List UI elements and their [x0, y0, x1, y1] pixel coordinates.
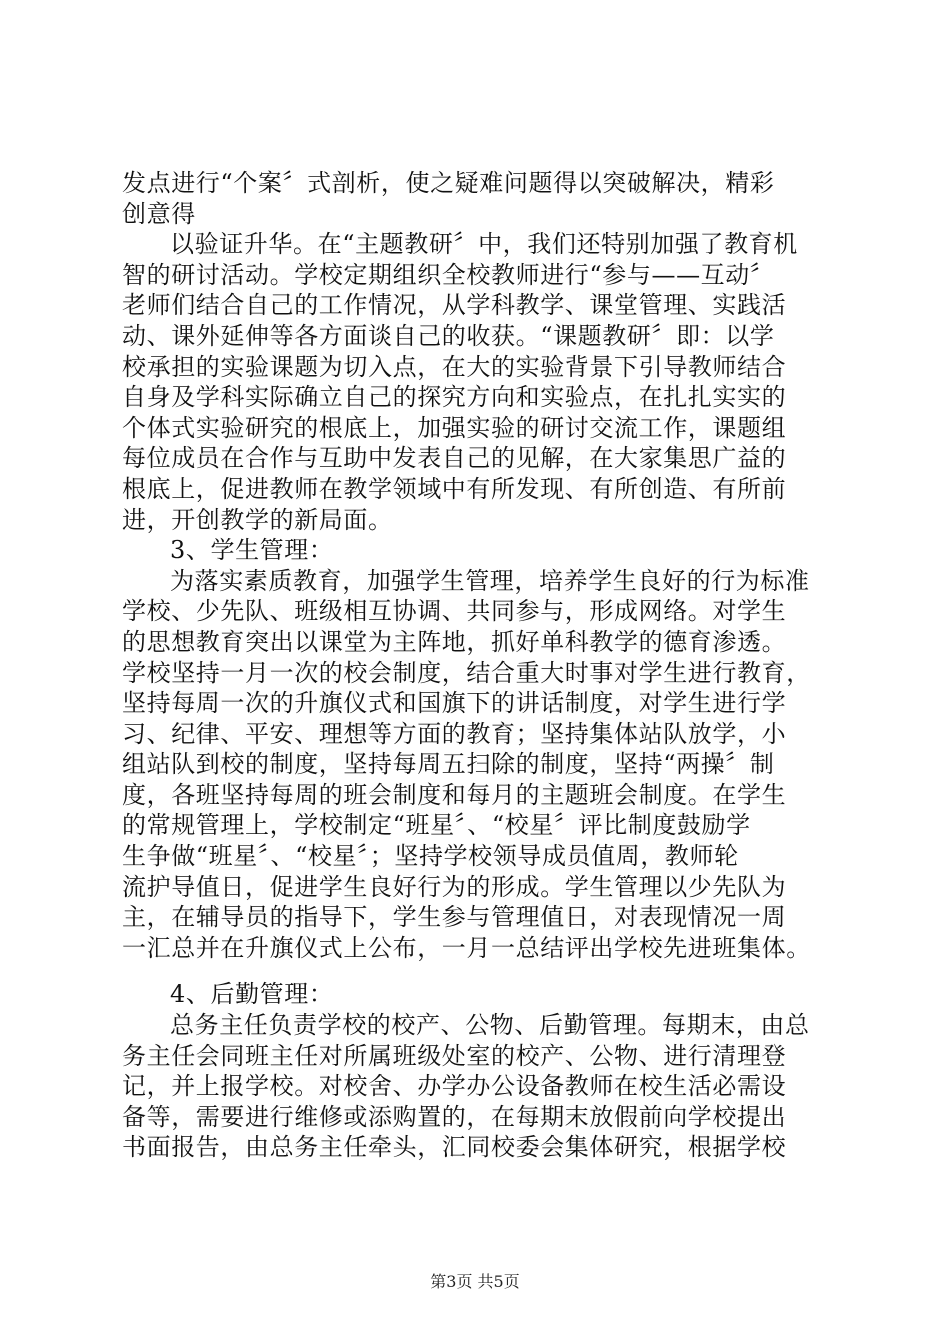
- section-heading: 4、后勤管理：: [170, 980, 334, 1009]
- paragraph-gap: [122, 963, 840, 979]
- text-line: 每位成员在合作与互助中发表自己的见解，在大家集思广益的: [122, 444, 787, 473]
- text-line: 根底上，促进教师在教学领域中有所发现、有所创造、有所前: [122, 474, 787, 503]
- text-line: 老师们结合自己的工作情况，从学科教学、课堂管理、实践活: [122, 291, 787, 320]
- text-line: 以验证升华。在“主题教研〞中，我们还特别加强了教育机: [170, 230, 798, 259]
- text-line: 学校、少先队、班级相互协调、共同参与，形成网络。对学生: [122, 597, 787, 626]
- text-line: 一汇总并在升旗仪式上公布，一月一总结评出学校先进班集体。: [122, 933, 811, 962]
- text-line: 进，开创教学的新局面。: [122, 505, 393, 534]
- text-line: 学校坚持一月一次的校会制度，结合重大时事对学生进行教育，: [122, 658, 811, 687]
- text-line: 记，并上报学校。对校舍、办学办公设备教师在校生活必需设: [122, 1072, 787, 1101]
- text-line: 个体式实验研究的根底上，加强实验的研讨交流工作，课题组: [122, 413, 787, 442]
- text-line: 总务主任负责学校的校产、公物、后勤管理。每期末，由总: [170, 1011, 810, 1040]
- text-line: 备等，需要进行维修或添购置的，在每期末放假前向学校提出: [122, 1102, 787, 1131]
- page-number-footer: 第3页 共5页: [430, 1272, 520, 1291]
- text-line: 务主任会同班主任对所属班级处室的校产、公物、进行清理登: [122, 1041, 787, 1070]
- text-line: 创意得: [122, 199, 196, 228]
- text-line: 发点进行“个案〞式剖析，使之疑难问题得以突破解决，精彩: [122, 169, 775, 197]
- section-heading: 3、学生管理：: [170, 536, 334, 565]
- text-line: 主，在辅导员的指导下，学生参与管理值日，对表现情况一周: [122, 903, 787, 932]
- text-line: 智的研讨活动。学校定期组织全校教师进行“参与——互动〞: [122, 260, 775, 289]
- text-line: 坚持每周一次的升旗仪式和国旗下的讲话制度，对学生进行学: [122, 689, 787, 718]
- text-line: 生争做“班星〞、“校星〞；坚持学校领导成员值周，教师轮: [122, 842, 739, 871]
- text-line: 度，各班坚持每周的班会制度和每月的主题班会制度。在学生: [122, 780, 787, 809]
- text-line: 组站队到校的制度，坚持每周五扫除的制度，坚持“两操〞制: [122, 750, 775, 779]
- text-line: 为落实素质教育，加强学生管理，培养学生良好的行为标准: [170, 566, 810, 595]
- text-line: 校承担的实验课题为切入点，在大的实验背景下引导教师结合: [122, 352, 787, 381]
- document-body: [122, 168, 840, 1163]
- text-line: 书面报告，由总务主任牵头，汇同校委会集体研究，根据学校: [122, 1133, 787, 1162]
- text-line: 动、课外延伸等各方面谈自己的收获。“课题教研〞即：以学: [122, 321, 775, 350]
- text-line: 的思想教育突出以课堂为主阵地，抓好单科教学的德育渗透。: [122, 627, 787, 656]
- text-line: 自身及学科实际确立自己的探究方向和实验点，在扎扎实实的: [122, 383, 787, 412]
- text-line: 的常规管理上，学校制定“班星〞、“校星〞评比制度鼓励学: [122, 811, 751, 840]
- text-line: 流护导值日，促进学生良好行为的形成。学生管理以少先队为: [122, 872, 787, 901]
- text-line: 习、纪律、平安、理想等方面的教育；坚持集体站队放学，小: [122, 719, 787, 748]
